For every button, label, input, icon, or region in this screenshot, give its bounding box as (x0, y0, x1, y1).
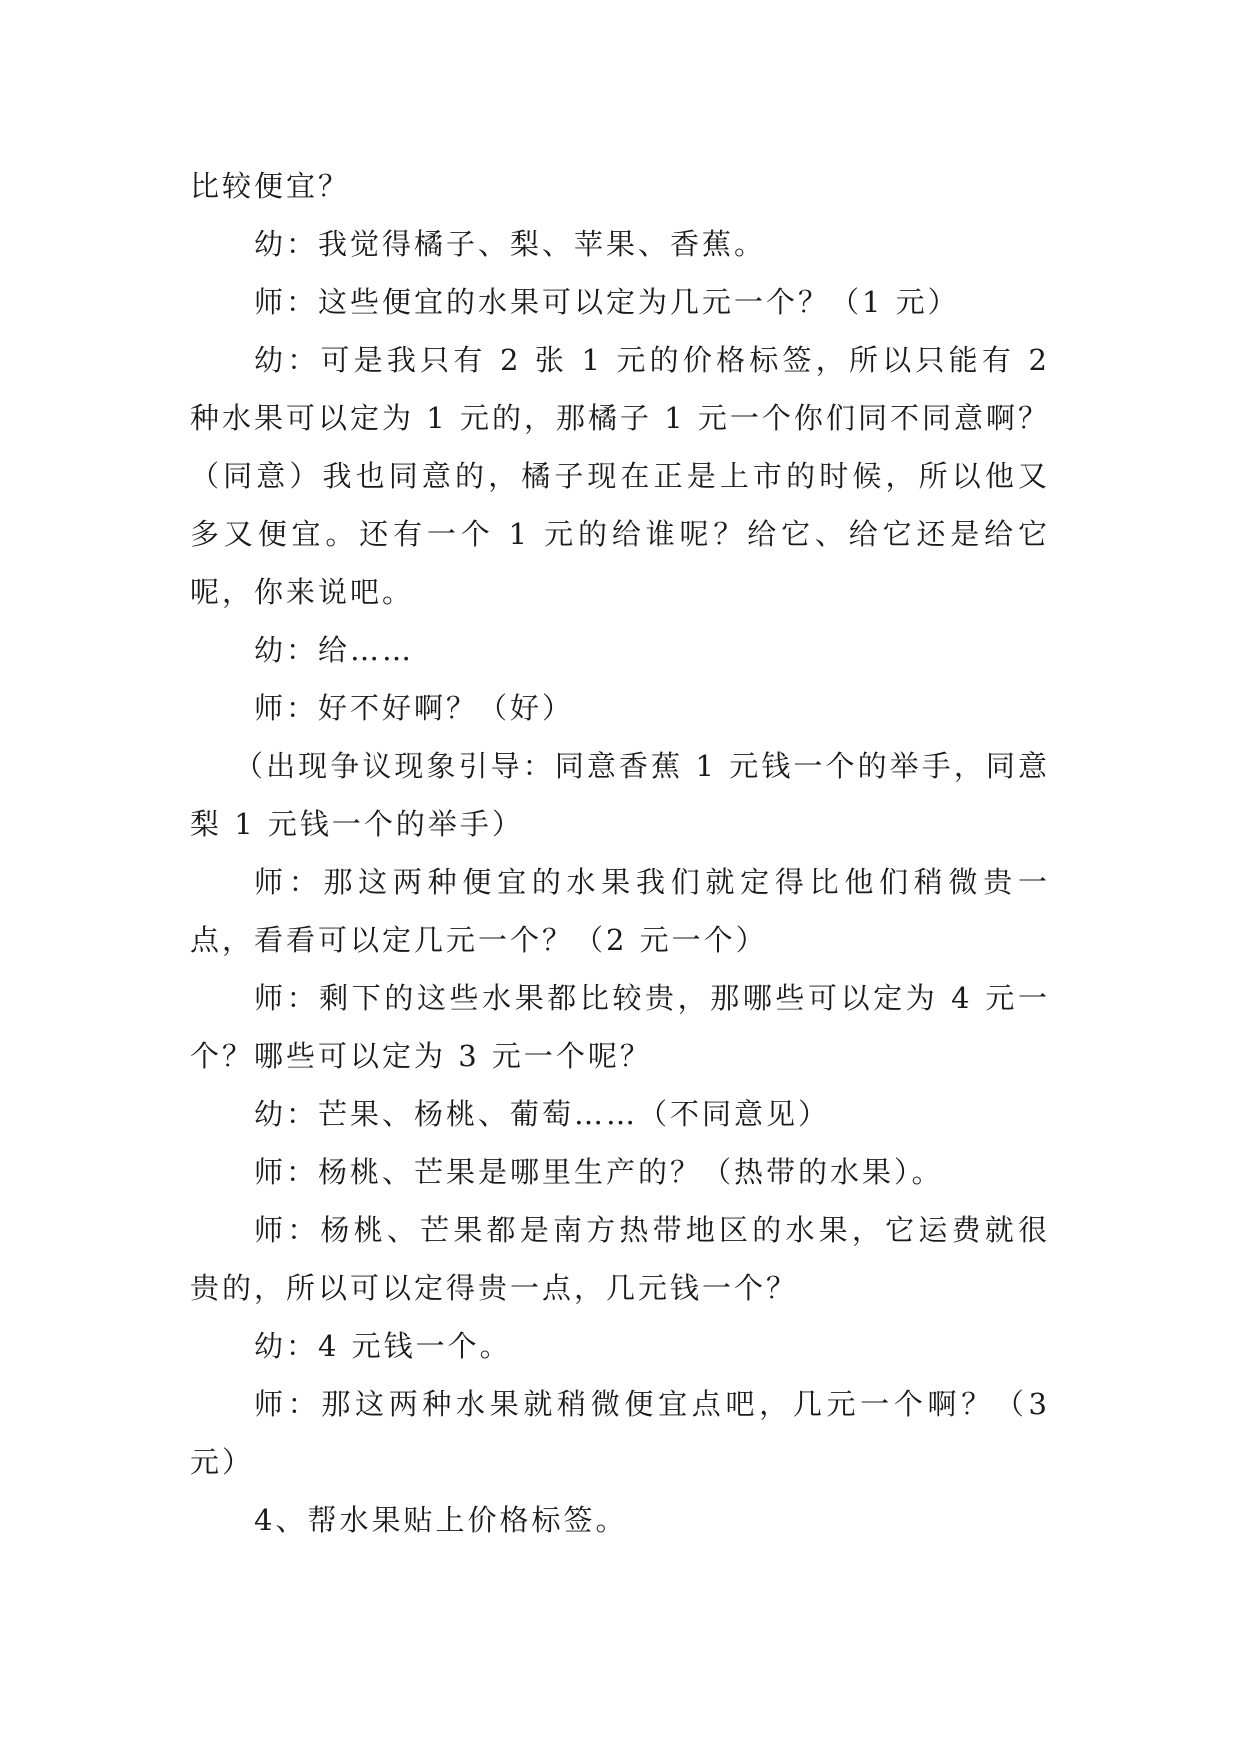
paragraph: 幼：我觉得橘子、梨、苹果、香蕉。 (254, 227, 767, 261)
paragraph: 幼：芒果、杨桃、葡萄……（不同意见） (254, 1097, 831, 1131)
paragraph: 师：杨桃、芒果是哪里生产的？（热带的水果）。 (254, 1155, 944, 1189)
paragraph: 师：好不好啊？（好） (254, 691, 575, 725)
paragraph: 师：那这两种便宜的水果我们就定得比他们稍微贵一点，看看可以定几元一个？（2 元一个） (190, 865, 1050, 957)
paragraph: 师：杨桃、芒果都是南方热带地区的水果，它运费就很贵的，所以可以定得贵一点，几元钱一个？ (190, 1213, 1050, 1305)
document-body (190, 157, 1050, 1549)
paragraph: 幼：给…… (254, 633, 415, 667)
paragraph: 师：这些便宜的水果可以定为几元一个？（1 元） (254, 285, 960, 319)
paragraph: 师：那这两种水果就稍微便宜点吧，几元一个啊？（3 元） (190, 1387, 1050, 1479)
paragraph: 4、帮水果贴上价格标签。 (254, 1503, 628, 1537)
paragraph: （出现争议现象引导：同意香蕉 1 元钱一个的举手，同意梨 1 元钱一个的举手） (190, 749, 1050, 841)
paragraph: 幼：4 元钱一个。 (254, 1329, 512, 1363)
paragraph: 幼：可是我只有 2 张 1 元的价格标签，所以只能有 2 种水果可以定为 1 元的，那橘子 1 元一个你们同不同意啊？（同意）我也同意的，橘子现在正是上市的时候，所以他又多又便宜。还有一个 1 元的给谁呢？给它、给它还是给它呢，你来说吧。 (190, 343, 1050, 609)
paragraph: 比较便宜？ (190, 169, 351, 203)
paragraph: 师：剩下的这些水果都比较贵，那哪些可以定为 4 元一个？哪些可以定为 3 元一个呢？ (190, 981, 1050, 1073)
